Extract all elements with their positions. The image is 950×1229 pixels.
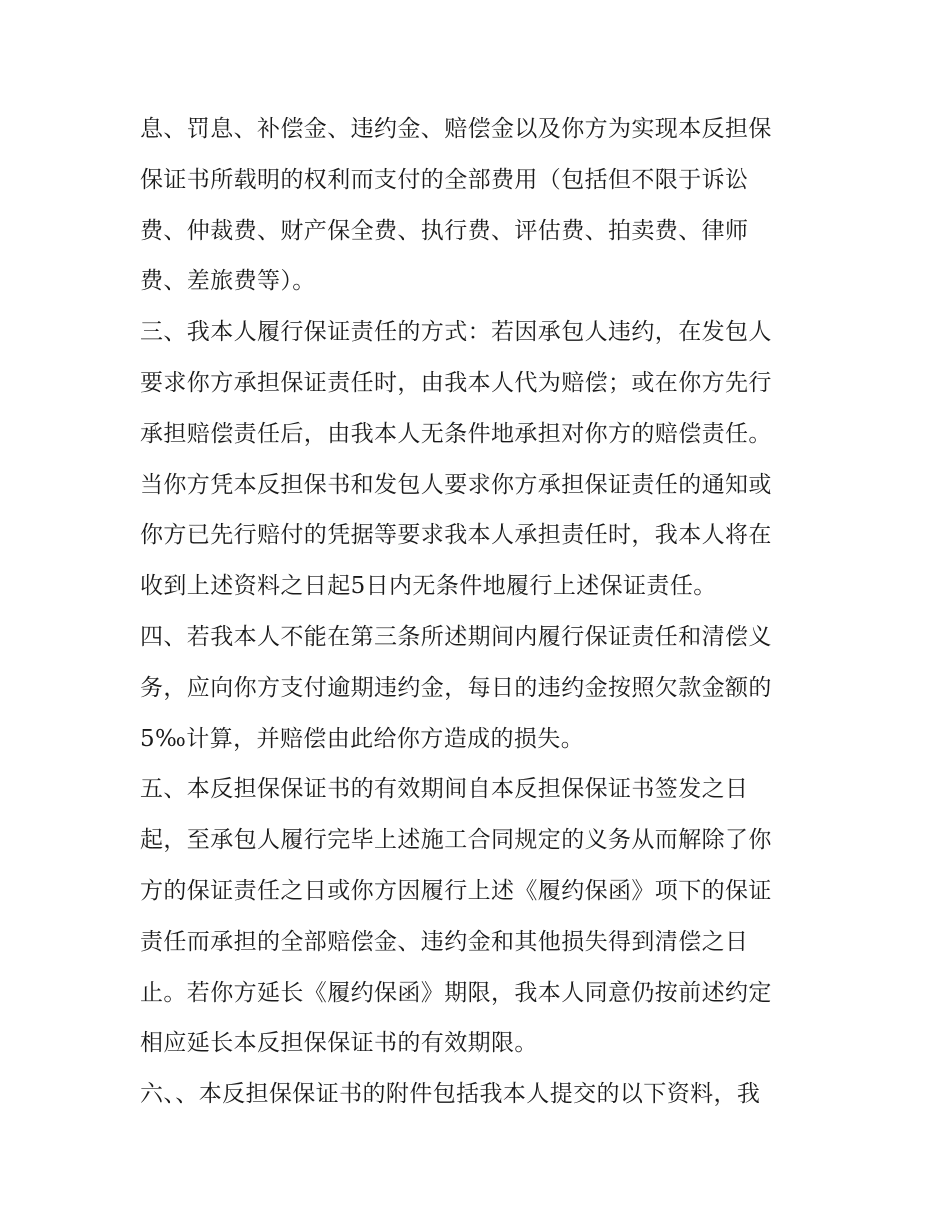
text-line: 要求你方承担保证责任时，由我本人代为赔偿；或在你方先行 — [140, 369, 772, 396]
document-body — [140, 104, 820, 1120]
text-line: 相应延长本反担保保证书的有效期限。 — [140, 1030, 538, 1057]
text-line: 务，应向你方支付逾期违约金，每日的违约金按照欠款金额的 — [140, 674, 772, 701]
text-line: 责任而承担的全部赔偿金、违约金和其他损失得到清偿之日 — [140, 928, 749, 955]
text-line: 5‰计算，并赔偿由此给你方造成的损失。 — [140, 725, 585, 752]
text-line: 止。若你方延长《履约保函》期限，我本人同意仍按前述约定 — [140, 979, 772, 1006]
text-line: 承担赔偿责任后，由我本人无条件地承担对你方的赔偿责任。 — [140, 420, 772, 447]
text-line: 当你方凭本反担保书和发包人要求你方承担保证责任的通知或 — [140, 471, 772, 498]
text-line: 收到上述资料之日起5日内无条件地履行上述保证责任。 — [140, 573, 717, 600]
clause-6-heading-line: 六、、本反担保保证书的附件包括我本人提交的以下资料，我 — [140, 1081, 761, 1108]
text-line: 费、差旅费等）。 — [140, 268, 316, 295]
clause-4-heading-line: 四、若我本人不能在第三条所述期间内履行保证责任和清偿义 — [140, 623, 772, 650]
clause-3-heading-line: 三、我本人履行保证责任的方式：若因承包人违约，在发包人 — [140, 319, 772, 346]
text-line: 费、仲裁费、财产保全费、执行费、评估费、拍卖费、律师 — [140, 217, 749, 244]
clause-5-heading-line: 五、本反担保保证书的有效期间自本反担保保证书签发之日 — [140, 776, 749, 803]
text-line: 保证书所载明的权利而支付的全部费用（包括但不限于诉讼 — [140, 166, 749, 193]
text-line: 息、罚息、补偿金、违约金、赔偿金以及你方为实现本反担保 — [140, 116, 772, 142]
text-line: 起，至承包人履行完毕上述施工合同规定的义务从而解除了你 — [140, 827, 772, 854]
text-line: 你方已先行赔付的凭据等要求我本人承担责任时，我本人将在 — [140, 522, 772, 549]
text-line: 方的保证责任之日或你方因履行上述《履约保函》项下的保证 — [140, 877, 772, 904]
